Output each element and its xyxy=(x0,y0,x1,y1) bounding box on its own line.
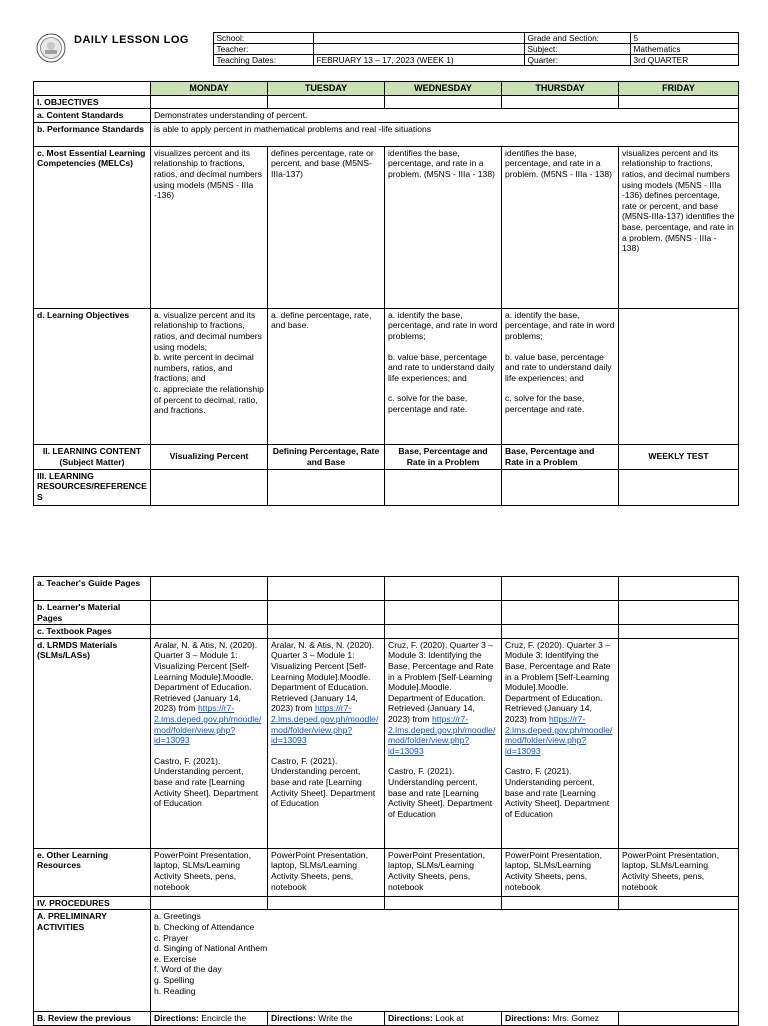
day-header-wednesday: WEDNESDAY xyxy=(385,82,502,96)
directions-label: Directions: xyxy=(154,1013,199,1024)
content-standards-label: a. Content Standards xyxy=(34,109,151,123)
textbook-pages-label: c. Textbook Pages xyxy=(34,625,151,639)
lo-friday xyxy=(619,308,739,444)
lo-item: b. value base, percentage and rate to understand daily life experiences; and xyxy=(505,351,612,383)
content-tuesday: Defining Percentage, Rate and Base xyxy=(268,444,385,469)
lrmds-wednesday xyxy=(385,638,502,848)
directions-label: Directions: xyxy=(388,1013,433,1024)
lo-tuesday xyxy=(268,308,385,444)
quarter-label: Quarter: xyxy=(524,55,630,66)
content-friday: WEEKLY TEST xyxy=(619,444,739,469)
reference-text: Aralar, N. & Atis, N. (2020). Quarter 3 – Module 1: Visualizing Percent [Self-Learning Module].Moodle. Department of Education. Retrieved (January 14, 2023) from xyxy=(271,639,375,714)
reference-link[interactable]: https://r7-2.lms.deped.gov.ph/moodle/mod/folder/view.php?id=13093 xyxy=(271,703,379,746)
lrmds-label: d. LRMDS Materials (SLMs/LASs) xyxy=(34,638,151,848)
teacher-label: Teacher: xyxy=(213,44,313,55)
lrmds-thursday xyxy=(502,638,619,848)
melc-tuesday: defines percentage, rate or percent, and base (M5NS-IIIa-137) xyxy=(268,146,385,308)
lo-item: a. identify the base, percentage, and rate in word problems; xyxy=(388,309,498,341)
header-table xyxy=(33,32,739,66)
melc-friday: visualizes percent and its relationship to fractions, ratios, and decimal numbers using models (M5NS - IIIa -136) defines percentage, rate or percent, and base (M5NS-IIIa-137) identifies the base, percentage, and rate in a problem. (M5NS - IIIa - 138) xyxy=(619,146,739,308)
learning-resources-label: III. LEARNING RESOURCES/REFERENCES xyxy=(34,469,151,505)
lrmds-monday xyxy=(151,638,268,848)
lo-thursday xyxy=(502,308,619,444)
other-monday: PowerPoint Presentation, laptop, SLMs/Learning Activity Sheets, pens, notebook xyxy=(151,848,268,896)
performance-standards-label: b. Performance Standards xyxy=(34,122,151,146)
lo-item: c. solve for the base, percentage and rate. xyxy=(505,393,585,414)
directions-text: Write the xyxy=(315,1013,353,1024)
list-item: b. Checking of Attendance xyxy=(154,921,255,932)
subject-label: Subject: xyxy=(524,44,630,55)
lo-item: b. value base, percentage and rate to understand daily life experiences; and xyxy=(388,351,495,383)
school-label: School: xyxy=(213,33,313,44)
list-item: h. Reading xyxy=(154,985,196,996)
reference-text: Aralar, N. & Atis, N. (2020). Quarter 3 – Module 1: Visualizing Percent [Self-Learning Module].Moodle. Department of Education. Retrieved (January 14, 2023) from xyxy=(154,639,258,714)
preliminary-activities-label: A. PRELIMINARY ACTIVITIES xyxy=(34,910,151,1012)
lesson-table-bottom xyxy=(33,576,739,1026)
lo-monday xyxy=(151,308,268,444)
list-item: d. Singing of National Anthem xyxy=(154,943,268,954)
grade-label: Grade and Section: xyxy=(524,33,630,44)
corner-cell xyxy=(34,82,151,96)
directions-text: Encircle the xyxy=(198,1013,247,1024)
quarter-value: 3rd QUARTER xyxy=(630,55,738,66)
tg-pages-label: a. Teacher's Guide Pages xyxy=(34,577,151,601)
other-wednesday: PowerPoint Presentation, laptop, SLMs/Learning Activity Sheets, pens, notebook xyxy=(385,848,502,896)
other-tuesday: PowerPoint Presentation, laptop, SLMs/Learning Activity Sheets, pens, notebook xyxy=(268,848,385,896)
reference-text: Cruz, F. (2020). Quarter 3 – Module 3: Identifying the Base, Percentage and Rate in a Problem [Self-Learning Module].Moodle. Department of Education. Retrieved (January 14, 2023) from xyxy=(505,639,611,724)
list-item: c. Prayer xyxy=(154,932,189,943)
other-thursday: PowerPoint Presentation, laptop, SLMs/Learning Activity Sheets, pens, notebook xyxy=(502,848,619,896)
lo-item: a. visualize percent and its relationship to fractions, ratios, and decimal numbers using models; xyxy=(154,309,262,352)
lesson-table-top xyxy=(33,81,739,506)
day-header-tuesday: TUESDAY xyxy=(268,82,385,96)
list-item: g. Spelling xyxy=(154,974,195,985)
deped-seal-icon xyxy=(36,33,66,63)
lm-pages-label: b. Learner's Material Pages xyxy=(34,601,151,625)
melc-thursday: identifies the base, percentage, and rate in a problem. (M5NS - IIIa - 138) xyxy=(502,146,619,308)
subject-value: Mathematics xyxy=(630,44,738,55)
reference-text: Castro, F. (2021). Understanding percent, base and rate [Learning Activity Sheet]. Department of Education xyxy=(505,766,610,819)
list-item: a. Greetings xyxy=(154,911,201,922)
reference-link[interactable]: https://r7-2.lms.deped.gov.ph/moodle/mod/folder/view.php?id=13093 xyxy=(505,713,613,756)
learning-content-label: II. LEARNING CONTENT (Subject Matter) xyxy=(34,444,151,469)
reference-text: Castro, F. (2021). Understanding percent, base and rate [Learning Activity Sheet]. Department of Education xyxy=(388,766,493,819)
reference-link[interactable]: https://r7-2.lms.deped.gov.ph/moodle/mod/folder/view.php?id=13093 xyxy=(388,713,496,756)
melc-wednesday: identifies the base, percentage, and rate in a problem. (M5NS - IIIa - 138) xyxy=(385,146,502,308)
directions-label: Directions: xyxy=(505,1013,550,1024)
list-item: e. Exercise xyxy=(154,953,197,964)
directions-label: Directions: xyxy=(271,1013,316,1024)
content-monday: Visualizing Percent xyxy=(151,444,268,469)
performance-standards-value: is able to apply percent in mathematical problems and real -life situations xyxy=(151,122,739,146)
day-header-friday: FRIDAY xyxy=(619,82,739,96)
lo-item: c. appreciate the relationship of percent to decimal, ratio, and fractions. xyxy=(154,383,264,416)
day-header-monday: MONDAY xyxy=(151,82,268,96)
lrmds-friday xyxy=(619,638,739,848)
lo-item: a. identify the base, percentage, and rate in word problems; xyxy=(505,309,615,341)
day-header-thursday: THURSDAY xyxy=(502,82,619,96)
directions-text: Mrs. Gomez xyxy=(549,1013,600,1024)
page-title: DAILY LESSON LOG xyxy=(74,33,189,46)
lo-item: c. solve for the base, percentage and rate. xyxy=(388,393,468,414)
content-standards-value: Demonstrates understanding of percent. xyxy=(151,109,739,123)
content-thursday: Base, Percentage and Rate in a Problem xyxy=(502,444,619,469)
learning-objectives-label: d. Learning Objectives xyxy=(34,308,151,444)
review-label: B. Review the previous xyxy=(34,1012,151,1026)
objectives-heading: I. OBJECTIVES xyxy=(34,95,151,109)
reference-text: Castro, F. (2021). Understanding percent, base and rate [Learning Activity Sheet]. Department of Education xyxy=(271,755,376,809)
dates-label: Teaching Dates: xyxy=(213,55,313,66)
list-item: f. Word of the day xyxy=(154,964,222,975)
content-wednesday: Base, Percentage and Rate in a Problem xyxy=(385,444,502,469)
reference-text: Cruz, F. (2020). Quarter 3 – Module 3: Identifying the Base, Percentage and Rate in a Problem [Self-Learning Module].Moodle. Department of Education. Retrieved (January 14, 2023) from xyxy=(388,639,494,724)
grade-value: 5 xyxy=(630,33,738,44)
other-friday: PowerPoint Presentation, laptop, SLMs/Learning Activity Sheets, pens, notebook xyxy=(619,848,739,896)
other-resources-label: e. Other Learning Resources xyxy=(34,848,151,896)
school-value xyxy=(313,33,524,44)
deped-seal-cell xyxy=(33,33,71,66)
reference-link[interactable]: https://r7-2.lms.deped.gov.ph/moodle/mod/folder/view.php?id=13093 xyxy=(154,703,262,746)
lo-item: a. define percentage, rate, and base. xyxy=(271,309,372,331)
procedures-heading: IV. PROCEDURES xyxy=(34,896,151,910)
melc-label: c. Most Essential Learning Competencies (MELCs) xyxy=(34,146,151,308)
teacher-value xyxy=(313,44,524,55)
lo-wednesday xyxy=(385,308,502,444)
melc-monday: visualizes percent and its relationship to fractions, ratios, and decimal numbers using models (M5NS - IIIa -136) xyxy=(151,146,268,308)
directions-text: Look at xyxy=(432,1013,464,1024)
lrmds-tuesday xyxy=(268,638,385,848)
dates-value: FEBRUARY 13 – 17, 2023 (WEEK 1) xyxy=(313,55,524,66)
reference-text: Castro, F. (2021). Understanding percent, base and rate [Learning Activity Sheet]. Department of Education xyxy=(154,755,259,809)
preliminary-activities-list xyxy=(151,910,739,1012)
lo-item: b. write percent in decimal numbers, ratios, and fractions; and xyxy=(154,352,254,384)
